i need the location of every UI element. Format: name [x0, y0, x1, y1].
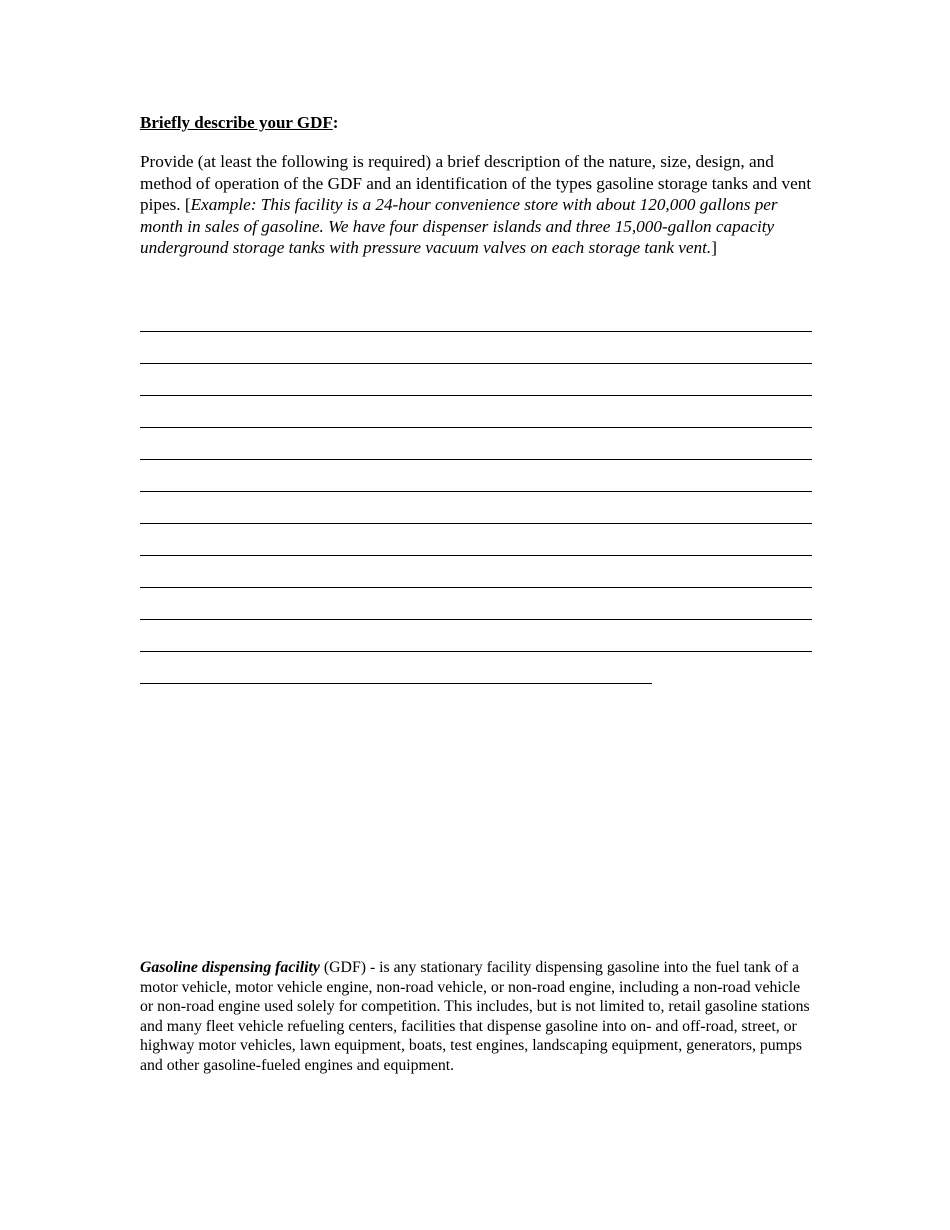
answer-line[interactable] [140, 300, 812, 332]
instructions-close-bracket: ] [711, 238, 717, 258]
answer-line[interactable] [140, 428, 812, 460]
answer-line[interactable] [140, 556, 812, 588]
answer-line[interactable] [140, 332, 812, 364]
answer-line[interactable] [140, 460, 812, 492]
answer-line[interactable] [140, 588, 812, 620]
answer-line[interactable] [140, 396, 812, 428]
answer-line-final[interactable] [140, 652, 652, 684]
instructions-paragraph [140, 151, 820, 259]
answer-lines[interactable] [140, 300, 812, 684]
section-heading-label: Briefly describe your GDF [140, 113, 333, 132]
definition-text: (GDF) - is any stationary facility dispensing gasoline into the fuel tank of a motor vehicle, motor vehicle engine, non-road vehicle, or non-road engine, including a non-road vehicle or non-road engine used solely for competition. This includes, but is not limited to, retail gasoline stations and many fleet vehicle refueling centers, facilities that dispense gasoline into on- and off-road, street, or highway motor vehicles, lawn equipment, boats, test engines, landscaping equipment, generators, pumps and other gasoline-fueled engines and equipment. [140, 959, 810, 1074]
section-heading [140, 113, 338, 133]
answer-line[interactable] [140, 364, 812, 396]
instructions-example: Example: This facility is a 24-hour convenience store with about 120,000 gallons per month in sales of gasoline. We have four dispenser islands and three 15,000-gallon capacity underground storage tanks with pressure vacuum valves on each storage tank vent. [140, 195, 778, 258]
instructions-text: Provide (at least the following is required) a brief description of the nature, size, design, and method of operation of the GDF and an identification of the types gasoline storage tanks and vent pipes. [ [140, 152, 812, 215]
definition-term: Gasoline dispensing facility [140, 959, 320, 976]
answer-line[interactable] [140, 524, 812, 556]
answer-line[interactable] [140, 620, 812, 652]
section-heading-colon: : [332, 113, 339, 132]
answer-line[interactable] [140, 492, 812, 524]
gdf-definition-footnote [140, 958, 815, 1076]
